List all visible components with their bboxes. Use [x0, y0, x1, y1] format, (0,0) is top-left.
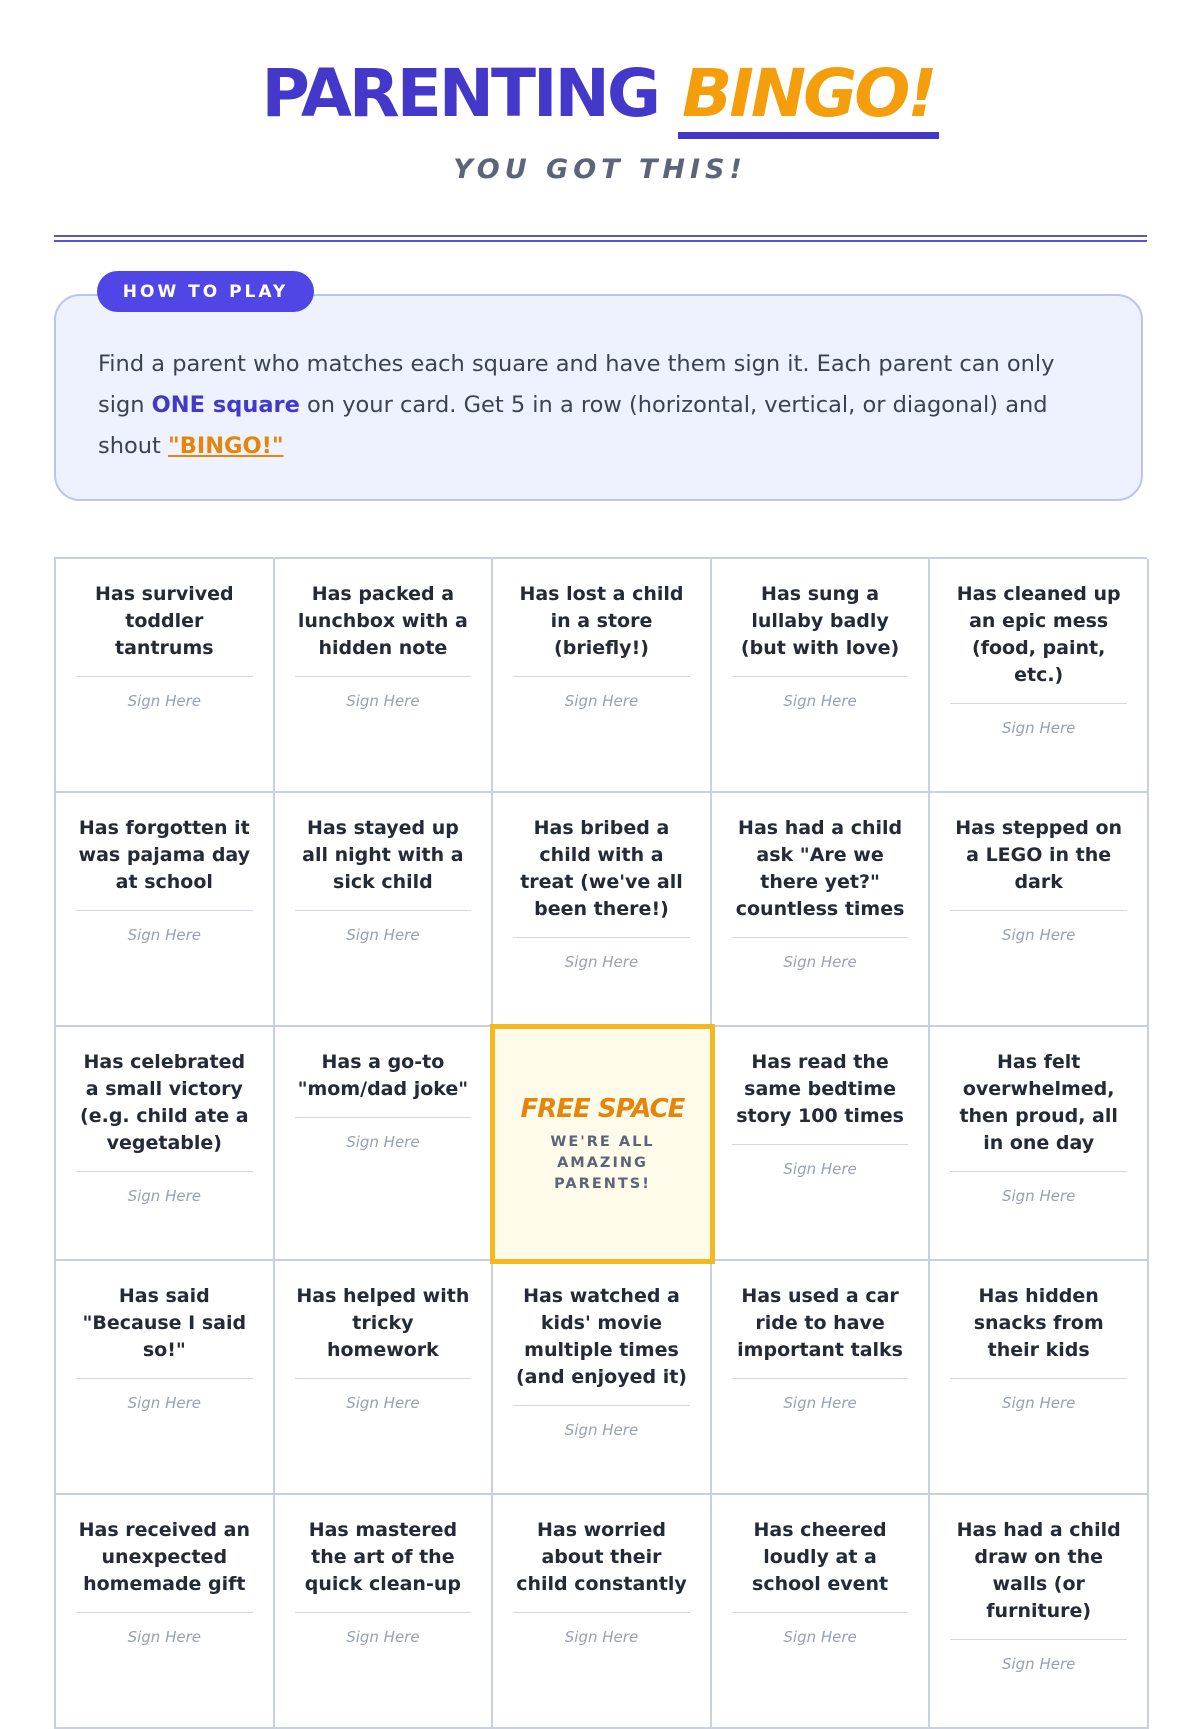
- signature-line: [513, 676, 690, 677]
- signature-line: [295, 676, 472, 677]
- bingo-cell[interactable]: [275, 559, 494, 793]
- cell-prompt: Has mastered the art of the quick clean-up: [304, 1519, 461, 1595]
- title-parenting: PARENTING: [261, 55, 659, 132]
- cell-prompt: Has a go-to "mom/dad joke": [297, 1051, 469, 1100]
- bingo-cell[interactable]: [56, 793, 275, 1027]
- signature-line: [513, 937, 690, 938]
- sign-here-label[interactable]: Sign Here: [346, 692, 420, 710]
- cell-prompt: Has read the same bedtime story 100 times: [736, 1051, 904, 1127]
- cell-prompt: Has packed a lunchbox with a hidden note: [297, 583, 468, 659]
- bingo-cell[interactable]: [56, 1261, 275, 1495]
- header: [0, 0, 1200, 185]
- page-subtitle: YOU GOT THIS!: [453, 154, 747, 185]
- bingo-cell[interactable]: [712, 559, 931, 793]
- signature-line: [76, 1171, 253, 1172]
- cell-prompt: Has sung a lullaby badly (but with love): [740, 583, 900, 659]
- sign-here-label[interactable]: Sign Here: [783, 1628, 857, 1646]
- cell-prompt: Has used a car ride to have important talks: [737, 1285, 903, 1361]
- sign-here-label[interactable]: Sign Here: [783, 1160, 857, 1178]
- sign-here-label[interactable]: Sign Here: [346, 926, 420, 944]
- bingo-cell[interactable]: [712, 1027, 931, 1261]
- sign-here-label[interactable]: Sign Here: [346, 1628, 420, 1646]
- sign-here-label[interactable]: Sign Here: [783, 692, 857, 710]
- sign-here-label[interactable]: Sign Here: [564, 1628, 639, 1646]
- sign-here-label[interactable]: Sign Here: [127, 692, 201, 710]
- sign-here-label[interactable]: Sign Here: [127, 1394, 201, 1412]
- cell-prompt: Has stepped on a LEGO in the dark: [955, 817, 1123, 893]
- bingo-cell[interactable]: [493, 1495, 712, 1729]
- instructions-text-1: Find a parent who matches each square and have them sign it. Each parent can only sign: [98, 351, 1055, 418]
- sign-here-label[interactable]: Sign Here: [127, 926, 201, 944]
- bingo-cell[interactable]: [930, 1261, 1149, 1495]
- sign-here-label[interactable]: Sign Here: [564, 692, 639, 710]
- signature-line: [732, 1144, 909, 1145]
- signature-line: [732, 1612, 909, 1613]
- free-space-subtitle: WE'RE ALL AMAZING PARENTS!: [550, 1133, 655, 1192]
- cell-prompt: Has worried about their child constantly: [516, 1519, 687, 1595]
- bingo-cell[interactable]: [275, 1495, 494, 1729]
- bingo-cell[interactable]: [930, 1495, 1149, 1729]
- signature-line: [76, 1378, 253, 1379]
- sign-here-label[interactable]: Sign Here: [1001, 719, 1076, 737]
- bingo-cell[interactable]: [56, 1027, 275, 1261]
- free-space-cell[interactable]: [490, 1024, 715, 1264]
- sign-here-label[interactable]: Sign Here: [1001, 1394, 1076, 1412]
- page-title: [0, 56, 1200, 132]
- how-to-play-label: HOW TO PLAY: [97, 271, 314, 312]
- sign-here-label[interactable]: Sign Here: [564, 1421, 639, 1439]
- signature-line: [950, 703, 1127, 704]
- signature-line: [950, 1378, 1127, 1379]
- signature-line: [513, 1405, 690, 1406]
- signature-line: [295, 1117, 472, 1118]
- sign-here-label[interactable]: Sign Here: [346, 1394, 420, 1412]
- signature-line: [295, 910, 472, 911]
- bingo-cell[interactable]: [493, 559, 712, 793]
- signature-line: [513, 1612, 690, 1613]
- cell-prompt: Has celebrated a small victory (e.g. child ate a vegetable): [80, 1051, 249, 1154]
- bingo-cell[interactable]: [56, 1495, 275, 1729]
- sign-here-label[interactable]: Sign Here: [1001, 926, 1076, 944]
- signature-line: [295, 1612, 472, 1613]
- sign-here-label[interactable]: Sign Here: [564, 953, 639, 971]
- cell-prompt: Has bribed a child with a treat (we've all been there!): [520, 817, 683, 920]
- cell-prompt: Has said "Because I said so!": [82, 1285, 247, 1361]
- signature-line: [950, 910, 1127, 911]
- cell-prompt: Has lost a child in a store (briefly!): [519, 583, 684, 659]
- how-to-play-box: [54, 294, 1143, 501]
- sign-here-label[interactable]: Sign Here: [1001, 1187, 1076, 1205]
- signature-line: [950, 1171, 1127, 1172]
- cell-prompt: Has survived toddler tantrums: [94, 583, 234, 659]
- sign-here-label[interactable]: Sign Here: [783, 953, 857, 971]
- cell-prompt: Has had a child draw on the walls (or furniture): [956, 1519, 1121, 1622]
- signature-line: [76, 1612, 253, 1613]
- bingo-cell[interactable]: [275, 1027, 494, 1261]
- signature-line: [732, 1378, 909, 1379]
- bingo-cell[interactable]: [712, 793, 931, 1027]
- cell-prompt: Has watched a kids' movie multiple times (and enjoyed it): [515, 1285, 687, 1388]
- cell-prompt: Has felt overwhelmed, then proud, all in one day: [959, 1051, 1118, 1154]
- bingo-cell[interactable]: [930, 1027, 1149, 1261]
- cell-prompt: Has stayed up all night with a sick child: [302, 817, 464, 893]
- bingo-cell[interactable]: [56, 559, 275, 793]
- sign-here-label[interactable]: Sign Here: [127, 1628, 201, 1646]
- bingo-cell[interactable]: [712, 1261, 931, 1495]
- cell-prompt: Has received an unexpected homemade gift: [78, 1519, 250, 1595]
- bingo-grid: [54, 557, 1147, 1729]
- cell-prompt: Has cheered loudly at a school event: [752, 1519, 889, 1595]
- free-space-title: FREE SPACE: [520, 1093, 685, 1124]
- bingo-cell[interactable]: [930, 559, 1149, 793]
- bingo-cell[interactable]: [493, 1261, 712, 1495]
- sign-here-label[interactable]: Sign Here: [127, 1187, 201, 1205]
- bingo-cell[interactable]: [930, 793, 1149, 1027]
- bingo-cell[interactable]: [275, 793, 494, 1027]
- cell-prompt: Has had a child ask "Are we there yet?" countless times: [735, 817, 905, 920]
- header-divider: [54, 235, 1147, 242]
- cell-prompt: Has cleaned up an epic mess (food, paint, etc.): [956, 583, 1121, 686]
- title-bingo: BINGO!: [678, 55, 938, 139]
- cell-prompt: Has forgotten it was pajama day at school: [78, 817, 251, 893]
- bingo-cell[interactable]: [493, 793, 712, 1027]
- signature-line: [732, 676, 909, 677]
- cell-prompt: Has hidden snacks from their kids: [973, 1285, 1104, 1361]
- sign-here-label[interactable]: Sign Here: [1001, 1655, 1076, 1673]
- signature-line: [295, 1378, 472, 1379]
- sign-here-label[interactable]: Sign Here: [783, 1394, 857, 1412]
- instructions-highlight: ONE square: [151, 392, 300, 418]
- instructions-bingo: "BINGO!": [167, 433, 284, 459]
- signature-line: [950, 1639, 1127, 1640]
- signature-line: [76, 676, 253, 677]
- signature-line: [732, 937, 909, 938]
- instructions-text-2: on your card. Get 5 in a row (horizontal, vertical, or diagonal) and shout: [98, 392, 1048, 459]
- signature-line: [76, 910, 253, 911]
- cell-prompt: Has helped with tricky homework: [296, 1285, 470, 1361]
- bingo-cell[interactable]: [275, 1261, 494, 1495]
- sign-here-label[interactable]: Sign Here: [346, 1133, 420, 1151]
- bingo-cell[interactable]: [712, 1495, 931, 1729]
